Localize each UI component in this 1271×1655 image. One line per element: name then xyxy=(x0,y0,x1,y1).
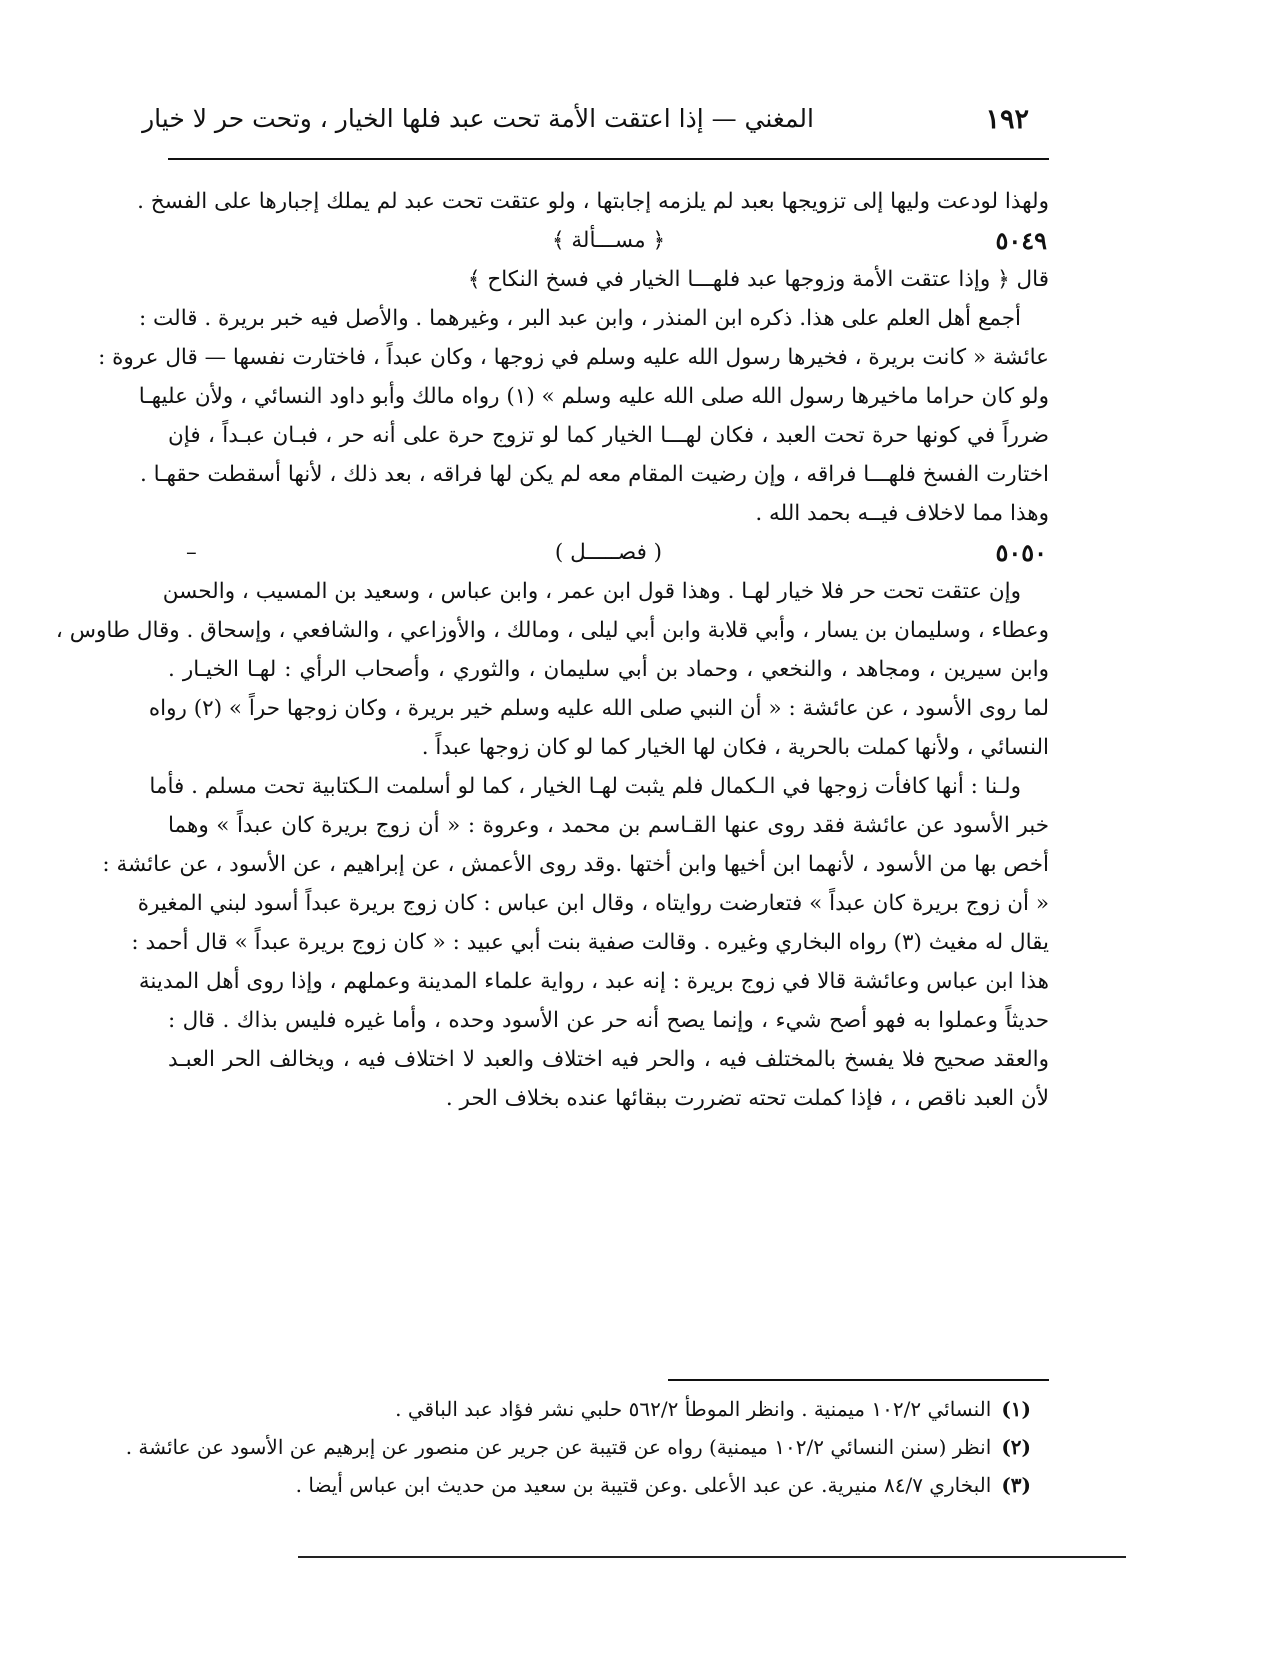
paragraph-line: أخص بها من الأسود ، لأنهما ابن أخيها وابن أختها .وقد روى الأعمش ، عن إبراهيم ، عن الأسود ، عن عائشة : xyxy=(102,852,1049,877)
paragraph-line: يقال له مغيث (٣) رواه البخاري وغيره . وقالت صفية بنت أبي عبيد : « كان زوج بريرة عبداً » قال أحمد : xyxy=(131,930,1049,955)
paragraph-line: خبر الأسود عن عائشة فقد روى عنها القـاسم بن محمد ، وعروة : « أن زوج بريرة كان عبداً » وهما xyxy=(168,813,1049,838)
paragraph-line: والعقد صحيح فلا يفسخ بالمختلف فيه ، والحر فيه اختلاف والعبد لا اختلاف فيه ، ويخالف الحر العبـد xyxy=(168,1047,1049,1072)
masala-label: ﴿ مســـألة ﴾ xyxy=(551,228,666,253)
paragraph-line: وعطاء ، وسليمان بن يسار ، وأبي قلابة وابن أبي ليلى ، ومالك ، والأوزاعي ، والشافعي ، وإسحاق . وقال طاوس ، xyxy=(55,618,1049,643)
footnote-mark: (١) xyxy=(1001,1397,1031,1421)
paragraph-line: وابن سيرين ، ومجاهد ، والنخعي ، وحماد بن أبي سليمان ، والثوري ، وأصحاب الرأي : لهـا الخيـار . xyxy=(168,657,1049,682)
body-text xyxy=(55,182,1049,1118)
footnote-3 xyxy=(168,1466,1049,1504)
paragraph-line: عائشة « كانت بريرة ، فخيرها رسول الله عليه وسلم في زوجها ، وكان عبداً ، فاختارت نفسها — قال عروة : xyxy=(98,345,1049,370)
footnote-mark: (٣) xyxy=(1001,1473,1031,1497)
footnote-text: النسائي ١٠٢/٢ ميمنية . وانظر الموطأ ٥٦٢/٢ حلبي نشر فؤاد عبد الباقي . xyxy=(395,1397,992,1421)
footnote-1 xyxy=(168,1390,1049,1428)
paragraph-line: ولـنا : أنها كافأت زوجها في الـكمال فلم يثبت لهـا الخيار ، كما لو أسلمت الـكتابية تحت مسلم . فأما xyxy=(149,774,1021,799)
paragraph-line: « أن زوج بريرة كان عبداً » فتعارضت روايتاه ، وقال ابن عباس : كان زوج بريرة عبداً أسود لبني المغيرة xyxy=(137,891,1049,916)
fasl-number: ٥٠٥٠ xyxy=(995,538,1047,567)
masala-heading xyxy=(168,221,1049,260)
paragraph-line: وهذا مما لاخلاف فيــه بحمد الله . xyxy=(755,501,1049,526)
page-number: ١٩٢ xyxy=(985,104,1029,135)
footnotes xyxy=(125,1390,1049,1504)
paragraph-line: النسائي ، ولأنها كملت بالحرية ، فكان لها الخيار كما لو كان زوجها عبداً . xyxy=(421,735,1049,760)
bottom-rule xyxy=(298,1556,1126,1558)
footnote-2 xyxy=(125,1428,1049,1466)
masala-number: ٥٠٤٩ xyxy=(995,226,1047,255)
paragraph-line: وإن عتقت تحت حر فلا خيار لهـا . وهذا قول ابن عمر ، وابن عباس ، وسعيد بن المسيب ، والحسن xyxy=(162,579,1021,604)
footnote-text: انظر (سنن النسائي ١٠٢/٢ ميمنية) رواه عن قتيبة عن جرير عن منصور عن إبرهيم عن الأسود عن عائشة . xyxy=(125,1435,992,1459)
footnote-mark: (٢) xyxy=(1001,1435,1031,1459)
intro-line: ولهذا لودعت وليها إلى تزويجها بعبد لم يلزمه إجابتها ، ولو عتقت تحت عبد لم يملك إجبارها على الفسخ . xyxy=(137,189,1049,214)
paragraph-line: ضرراً في كونها حرة تحت العبد ، فكان لهـــا الخيار كما لو تزوج حرة على أنه حر ، فبـان عبـداً ، فإن xyxy=(168,423,1049,448)
fasl-heading xyxy=(168,533,1049,572)
page-header xyxy=(142,104,1049,144)
paragraph-line: لما روى الأسود ، عن عائشة : « أن النبي صلى الله عليه وسلم خير بريرة ، وكان زوجها حراً » (٢) رواه xyxy=(148,696,1049,721)
fasl-label: ( فصـــــل ) xyxy=(554,540,663,565)
paragraph-line: اختارت الفسخ فلهـــا فراقه ، وإن رضيت المقام معه لم يكن لها فراقه ، بعد ذلك ، لأنها أسقطت حقهـا . xyxy=(139,462,1049,487)
running-title: المغني — إذا اعتقت الأمة تحت عبد فلها الخيار ، وتحت حر لا خيار xyxy=(142,104,814,133)
footnote-rule xyxy=(668,1379,1049,1381)
fasl-dash: – xyxy=(186,540,197,565)
paragraph-line: أجمع أهل العلم على هذا. ذكره ابن المنذر ، وابن عبد البر ، وغيرهما . والأصل فيه خبر بريرة . قالت : xyxy=(138,306,1021,331)
paragraph-line: ولو كان حراما ماخيرها رسول الله صلى الله عليه وسلم » (١) رواه مالك وأبو داود النسائي ، ولأن عليهـا xyxy=(138,384,1049,409)
paragraph-line: لأن العبد ناقص ، ، فإذا كملت تحته تضررت ببقائها عنده بخلاف الحر . xyxy=(445,1086,1049,1111)
paragraph-line: هذا ابن عباس وعائشة قالا في زوج بريرة : إنه عبد ، رواية علماء المدينة وعملهم ، وإذا روى أهل المدينة xyxy=(138,969,1049,994)
header-rule xyxy=(168,158,1049,160)
paragraph-line: قال ﴿ وإذا عتقت الأمة وزوجها عبد فلهـــا الخيار في فسخ النكاح ﴾ xyxy=(467,267,1049,292)
footnote-text: البخاري ٨٤/٧ منيرية. عن عبد الأعلى .وعن قتيبة بن سعيد من حديث ابن عباس أيضا . xyxy=(295,1473,992,1497)
paragraph-line: حديثاً وعملوا به فهو أصح شيء ، وإنما يصح أنه حر عن الأسود وحده ، وأما غيره فليس بذاك . قال : xyxy=(168,1008,1049,1033)
